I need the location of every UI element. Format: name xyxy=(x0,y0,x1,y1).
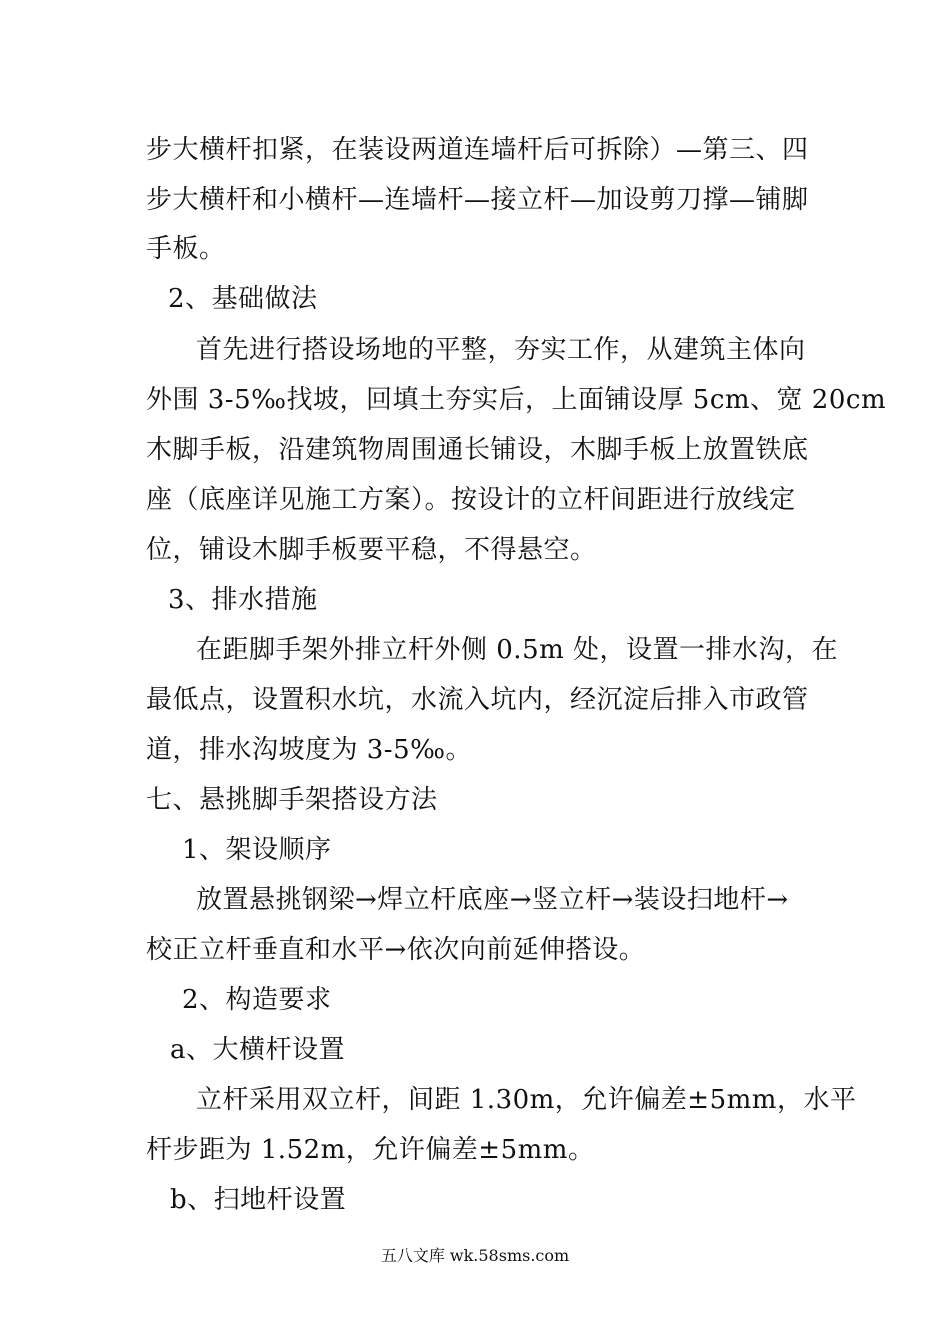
body-text-line: 步大横杆和小横杆—连墙杆—接立杆—加设剪刀撑—铺脚 xyxy=(146,185,809,215)
subsection-heading: b、扫地杆设置 xyxy=(170,1185,347,1215)
subsection-heading: a、大横杆设置 xyxy=(170,1035,346,1065)
body-text-line: 位，铺设木脚手板要平稳，不得悬空。 xyxy=(146,535,597,565)
paragraph-first-line: 首先进行搭设场地的平整，夯实工作，从建筑主体向 xyxy=(196,335,806,365)
paragraph-first-line: 在距脚手架外排立杆外侧 0.5m 处，设置一排水沟，在 xyxy=(196,635,839,665)
body-text-line: 座（底座详见施工方案）。按设计的立杆间距进行放线定 xyxy=(146,485,796,515)
paragraph-first-line: 立杆采用双立杆，间距 1.30m，允许偏差±5mm，水平 xyxy=(196,1085,857,1115)
body-text-line: 杆步距为 1.52m，允许偏差±5mm。 xyxy=(146,1135,595,1165)
body-text-line: 木脚手板，沿建筑物周围通长铺设，木脚手板上放置铁底 xyxy=(146,435,809,465)
section-heading: 2、基础做法 xyxy=(168,284,318,314)
body-text-line: 最低点，设置积水坑，水流入坑内，经沉淀后排入市政管 xyxy=(146,685,809,715)
section-heading: 1、架设顺序 xyxy=(182,835,332,865)
body-text-line: 步大横杆扣紧，在装设两道连墙杆后可拆除）—第三、四 xyxy=(146,135,809,165)
body-text-line: 手板。 xyxy=(146,234,226,264)
body-text-line: 道，排水沟坡度为 3-5‰。 xyxy=(146,735,473,765)
section-heading: 2、构造要求 xyxy=(182,985,332,1015)
page-footer: 五八文库 wk.58sms.com xyxy=(380,1246,570,1265)
body-text-line: 外围 3-5‰找坡，回填土夯实后，上面铺设厚 5cm、宽 20cm xyxy=(146,385,887,415)
body-text-line: 校正立杆垂直和水平→依次向前延伸搭设。 xyxy=(146,935,646,965)
section-heading: 3、排水措施 xyxy=(168,585,318,615)
chapter-heading: 七、悬挑脚手架搭设方法 xyxy=(146,785,438,815)
paragraph-first-line: 放置悬挑钢梁→焊立杆底座→竖立杆→装设扫地杆→ xyxy=(196,885,789,915)
